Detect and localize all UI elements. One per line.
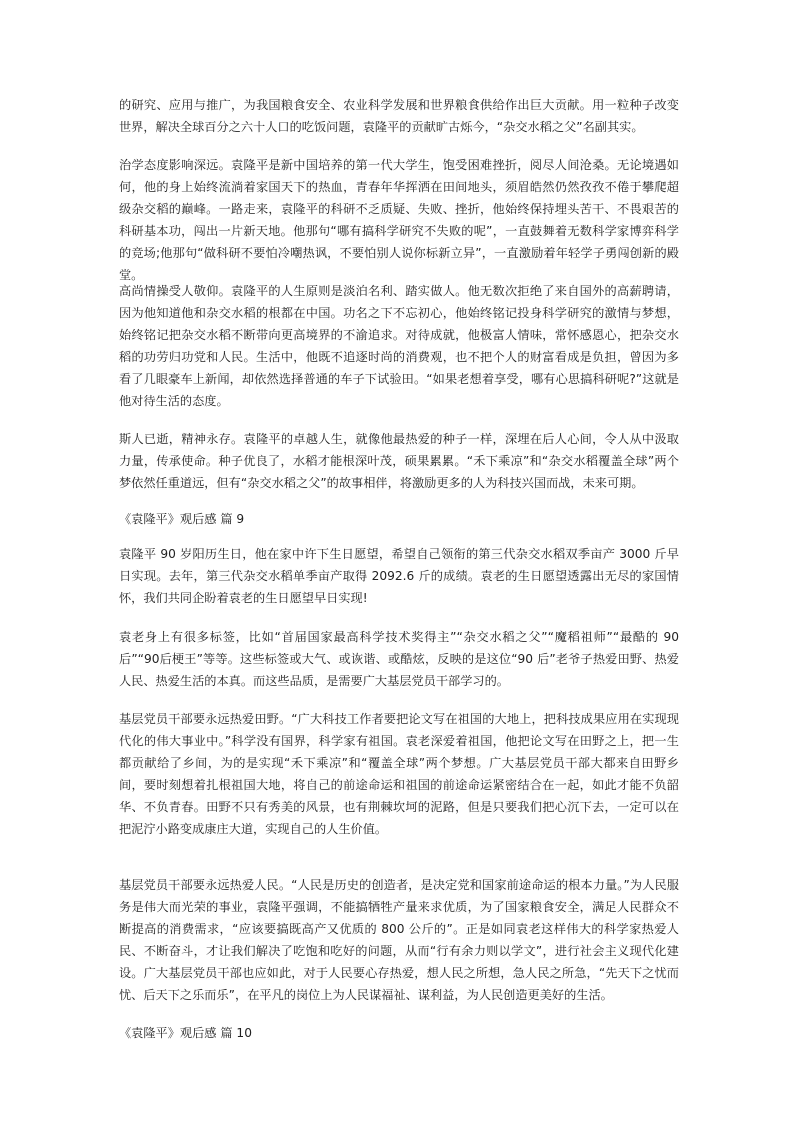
paragraph-spirit-lives-on: 斯人已逝，精神永存。袁隆平的卓越人生，就像他最热爱的种子一样，深埋在后人心间，令人从中汲取力量，传承使命。种子优良了，水稻才能根深叶茂，硕果累累。“禾下乘凉”和“杂交水稻覆盖全球”两个梦依然任重道远，但有“杂交水稻之父”的故事相伴，将激励更多的人为科技兴国而战，未来可期。: [119, 432, 679, 490]
paragraph-academic-attitude: 治学态度影响深远。袁隆平是新中国培养的第一代大学生，饱受困难挫折，阅尽人间沧桑。无论境遇如何，他的身上始终流淌着家国天下的热血，青春年华挥洒在田间地头，须眉皓然仍然孜孜不倦于攀爬超级杂交稻的巅峰。一路走来，袁隆平的科研不乏质疑、失败、挫折，他始终保持埋头苦干、不畏艰苦的科研基本功，闯出一片新天地。他那句“哪有搞科学研究不失败的呢”，一直鼓舞着无数科学家博弈科学的竞场;他那句“做科研不要怕冷嘲热讽，不要怕别人说你标新立异”，一直激励着年轻学子勇闯创新的殿堂。: [119, 158, 679, 282]
paragraph-love-people: 基层党员干部要永远热爱人民。“人民是历史的创造者，是决定党和国家前途命运的根本力量。”为人民服务是伟大而光荣的事业，袁隆平强调，不能搞牺牲产量来求优质，为了国家粮食安全，满足人民群众不断提高的消费需求，“应该要搞既高产又优质的 800 公斤的”。正是如同袁老这样伟大的科学家热爱人民、不断奋斗，才让我们解决了吃饱和吃好的问题，从而“行有余力则以学文”，进行社会主义现代化建设。广大基层党员干部也应如此，对于人民要心存热爱，想人民之所想，急人民之所急，“先天下之忧而忧、后天下之乐而乐”，在平凡的岗位上为人民谋福祉、谋利益，为人民创造更美好的生活。: [119, 878, 679, 1002]
paragraph-intro-contribution: 的研究、应用与推广，为我国粮食安全、农业科学发展和世界粮食供给作出巨大贡献。用一粒种子改变世界，解决全球百分之六十人口的吃饭问题，袁隆平的贡献旷古烁今，“杂交水稻之父”名副其实。: [119, 98, 679, 134]
paragraph-labels: 袁老身上有很多标签，比如“首届国家最高科学技术奖得主”“杂交水稻之父”“魔稻祖师”“最酷的 90 后”“90后梗王”等等。这些标签或大气、或诙谐、或酷炫，反映的是这位“90 后”老爷子热爱田野、热爱人民、热爱生活的本真。而这些品质，是需要广大基层党员干部学习的。: [119, 630, 679, 688]
paragraph-noble-sentiment: 高尚情操受人敬仰。袁隆平的人生原则是淡泊名利、踏实做人。他无数次拒绝了来自国外的高薪聘请，因为他知道他和杂交水稻的根都在中国。功名之下不忘初心，他始终铭记投身科学研究的激情与梦想，始终铭记把杂交水稻不断带向更高境界的不渝追求。对待成就，他极富人情味，常怀感恩心，把杂交水稻的功劳归功党和人民。生活中，他既不追逐时尚的消费观，也不把个人的财富看成是负担，曾因为多看了几眼豪车上新闻，却依然选择普通的车子下试验田。“如果老想着享受，哪有心思搞科研呢?”这就是他对待生活的态度。: [119, 284, 679, 408]
section-heading-10: 《袁隆平》观后感 篇 10: [119, 1026, 252, 1040]
section-heading-9: 《袁隆平》观后感 篇 9: [119, 512, 245, 526]
paragraph-love-fields: 基层党员干部要永远热爱田野。“广大科技工作者要把论文写在祖国的大地上，把科技成果应用在实现现代化的伟大事业中。”科学没有国界，科学家有祖国。袁老深爱着祖国，他把论文写在田野之上，把一生都贡献给了乡间，为的是实现“禾下乘凉”和“覆盖全球”两个梦想。广大基层党员干部大都来自田野乡间，要时刻想着扎根祖国大地，将自己的前途命运和祖国的前途命运紧密结合在一起，如此才能不负韶华、不负青春。田野不只有秀美的风景，也有荆棘坎坷的泥路，但是只要我们把心沉下去，一定可以在把泥泞小路变成康庄大道，实现自己的人生价值。: [119, 712, 679, 836]
paragraph-birthday-wish: 袁隆平 90 岁阳历生日，他在家中许下生日愿望，希望自己领衔的第三代杂交水稻双季亩产 3000 斤早日实现。去年，第三代杂交水稻单季亩产取得 2092.6 斤的成绩。袁老的生日愿望透露出无尽的家国情怀，我们共同企盼着袁老的生日愿望早日实现!: [119, 547, 679, 605]
